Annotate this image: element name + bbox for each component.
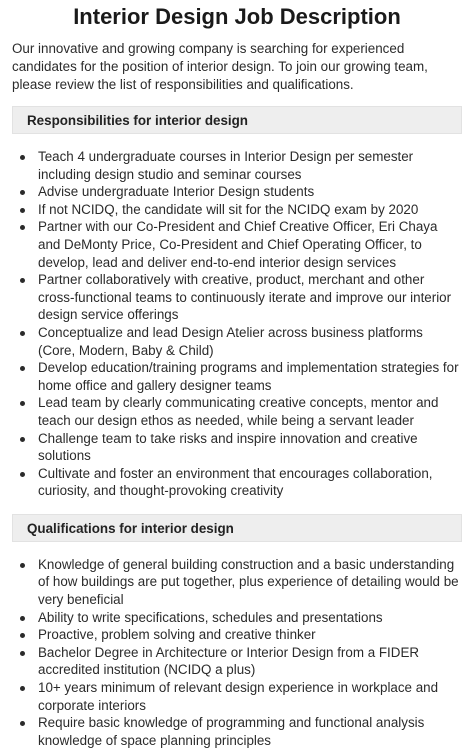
list-item: Require basic knowledge of programming and functional analysis knowledge of space planning principles (38, 714, 462, 749)
list-item: Teach 4 undergraduate courses in Interior Design per semester including design studio and seminar courses (38, 148, 462, 183)
responsibilities-list (12, 148, 462, 500)
responsibilities-header: Responsibilities for interior design (12, 106, 462, 134)
list-item: Advise undergraduate Interior Design students (38, 183, 462, 201)
list-item: Partner collaboratively with creative, product, merchant and other cross-functional teams to continuously iterate and improve our interior design service offerings (38, 271, 462, 324)
qualifications-list (12, 556, 462, 749)
list-item: Proactive, problem solving and creative thinker (38, 626, 462, 644)
list-item: Ability to write specifications, schedules and presentations (38, 609, 462, 627)
qualifications-header: Qualifications for interior design (12, 514, 462, 542)
list-item: Challenge team to take risks and inspire innovation and creative solutions (38, 430, 462, 465)
page-title: Interior Design Job Description (73, 4, 401, 29)
intro-paragraph: Our innovative and growing company is searching for experienced candidates for the position of interior design. To join our growing team, please review the list of responsibilities and qualifications. (12, 41, 428, 92)
list-item: Partner with our Co-President and Chief Creative Officer, Eri Chaya and DeMonty Price, Co-President and Chief Operating Officer, to develop, lead and deliver end-to-end interior design services (38, 218, 462, 271)
list-item: Conceptualize and lead Design Atelier across business platforms (Core, Modern, Baby & Child) (38, 324, 462, 359)
list-item: Cultivate and foster an environment that encourages collaboration, curiosity, and thought-provoking creativity (38, 465, 462, 500)
list-item: Bachelor Degree in Architecture or Interior Design from a FIDER accredited institution (NCIDQ a plus) (38, 644, 462, 679)
list-item: Knowledge of general building construction and a basic understanding of how buildings are put together, plus experience of detailing would be very beneficial (38, 556, 462, 609)
list-item: If not NCIDQ, the candidate will sit for the NCIDQ exam by 2020 (38, 201, 462, 219)
list-item: 10+ years minimum of relevant design experience in workplace and corporate interiors (38, 679, 462, 714)
list-item: Lead team by clearly communicating creative concepts, mentor and teach our design ethos as needed, while being a servant leader (38, 394, 462, 429)
list-item: Develop education/training programs and implementation strategies for home office and gallery designer teams (38, 359, 462, 394)
